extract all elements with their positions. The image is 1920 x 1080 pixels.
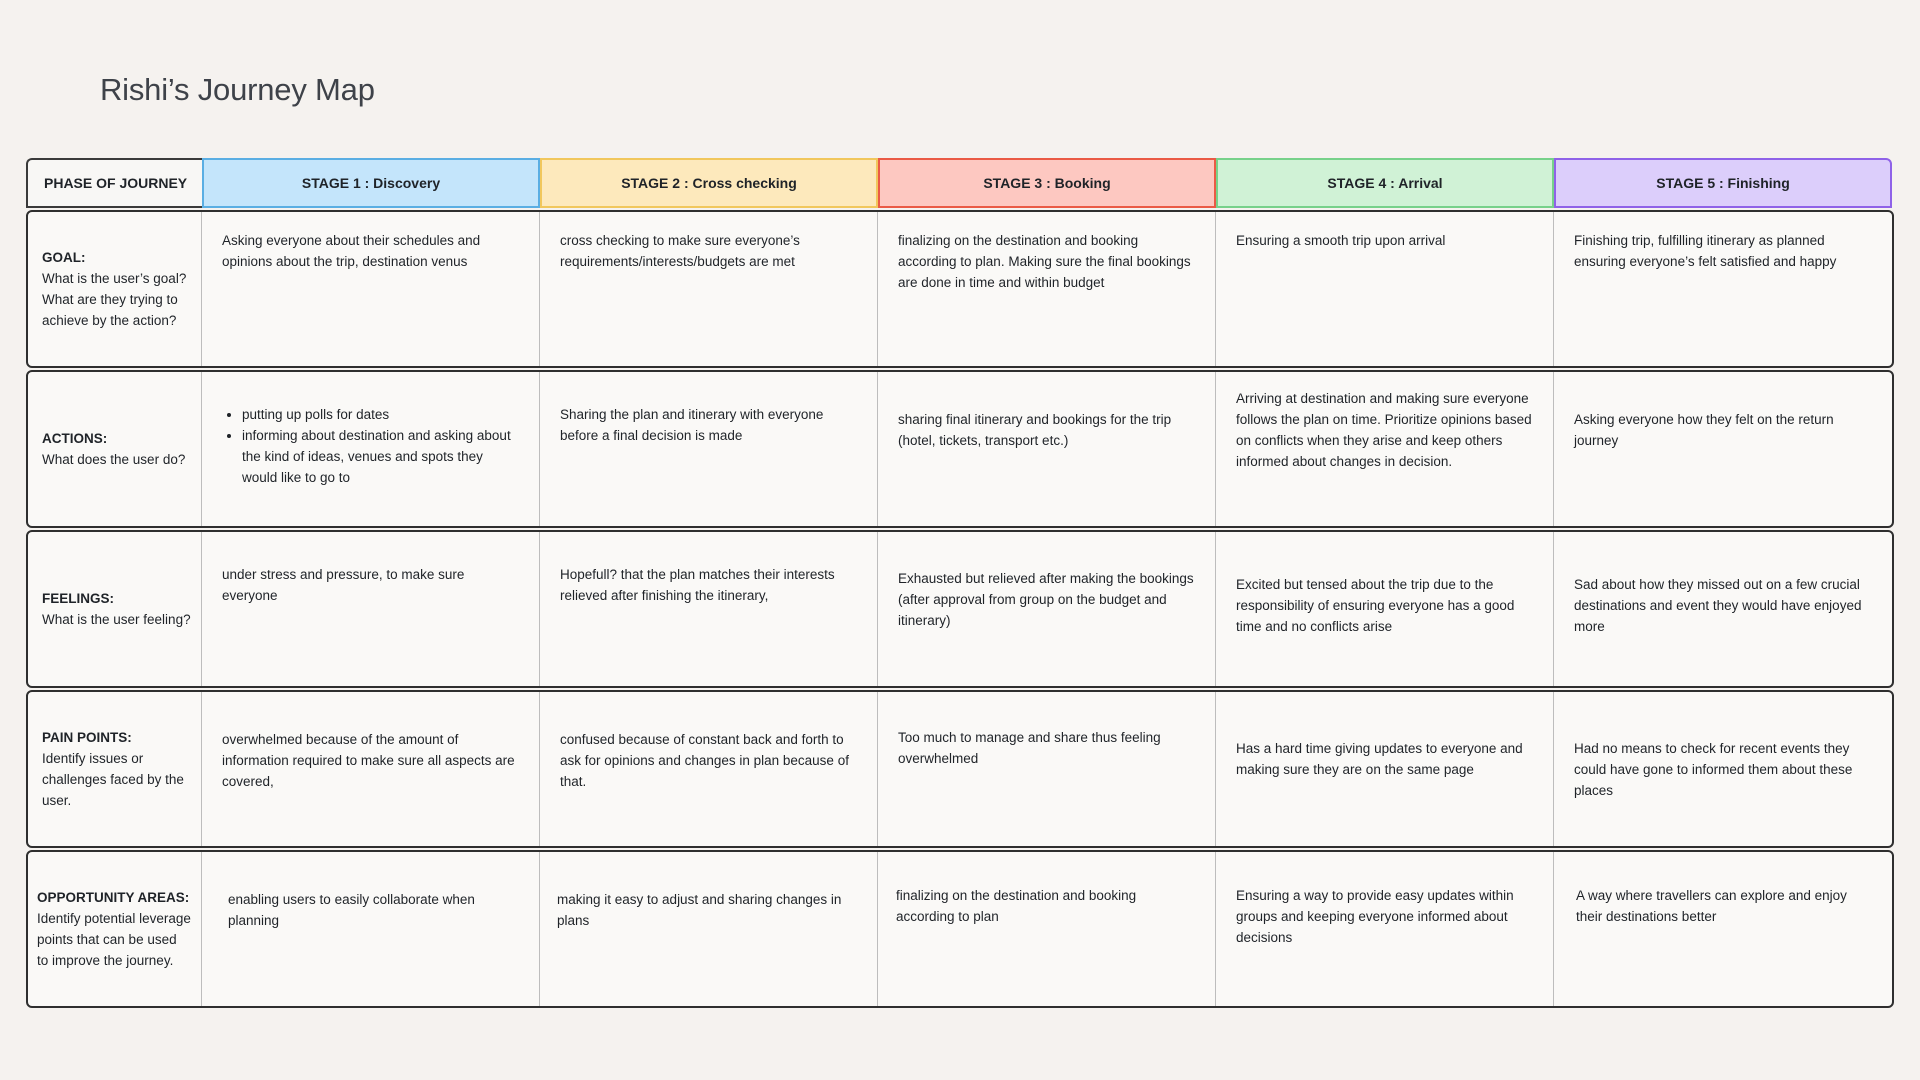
row-title: FEELINGS: (42, 591, 115, 606)
list-item: • putting up polls for dates (242, 404, 521, 425)
row-question: What does the user do? (42, 452, 186, 467)
goal-stage-4: Ensuring a smooth trip upon arrival (1216, 212, 1554, 366)
stage-3-header: STAGE 3 : Booking (878, 158, 1216, 208)
goal-row-label (28, 212, 202, 366)
phase-header: PHASE OF JOURNEY (26, 158, 202, 208)
feelings-stage-3: Exhausted but relieved after making the bookings (after approval from group on the budget and itinerary) (878, 532, 1216, 686)
feelings-stage-2: Hopefull? that the plan matches their interests relieved after finishing the itinerary, (540, 532, 878, 686)
stage-4-header: STAGE 4 : Arrival (1216, 158, 1554, 208)
pain-points-row-label (28, 692, 202, 846)
opportunity-areas-row-label (28, 852, 202, 1006)
actions-row (26, 370, 1894, 528)
opportunity-stage-3: finalizing on the destination and booking according to plan (878, 852, 1216, 1006)
pain-points-stage-5: Had no means to check for recent events they could have gone to informed them about these places (1574, 741, 1853, 798)
goal-stage-5: Finishing trip, fulfilling itinerary as planned ensuring everyone’s felt satisfied and happy (1574, 233, 1837, 269)
actions-stage-5: Asking everyone how they felt on the return journey (1574, 412, 1834, 448)
pain-points-stage-3: Too much to manage and share thus feeling overwhelmed (878, 692, 1216, 846)
feelings-stage-1: under stress and pressure, to make sure everyone (202, 532, 540, 686)
feelings-row (26, 530, 1894, 688)
pain-points-stage-2: confused because of constant back and forth to ask for opinions and changes in plan because of that. (540, 692, 878, 846)
goal-stage-1: Asking everyone about their schedules and opinions about the trip, destination venus (202, 212, 540, 366)
stage-1-header: STAGE 1 : Discovery (202, 158, 540, 208)
row-title: ACTIONS: (42, 431, 108, 446)
pain-points-stage-4: Has a hard time giving updates to everyone and making sure they are on the same page (1216, 692, 1554, 846)
feelings-row-label (28, 532, 202, 686)
row-question: Identify potential leverage points that can be used to improve the journey. (37, 911, 191, 968)
goal-stage-3: finalizing on the destination and booking according to plan. Making sure the final bookings are done in time and within budget (878, 212, 1216, 366)
actions-row-label (28, 372, 202, 526)
feelings-stage-5: Sad about how they missed out on a few crucial destinations and event they would have enjoyed more (1574, 577, 1862, 634)
row-title: GOAL: (42, 250, 86, 265)
actions-stage-3: sharing final itinerary and bookings for the trip (hotel, tickets, transport etc.) (878, 372, 1216, 526)
actions-stage-4: Arriving at destination and making sure everyone follows the plan on time. Prioritize opinions based on conflicts when they arise and keep others informed about changes in decision. (1216, 372, 1554, 526)
stage-2-header: STAGE 2 : Cross checking (540, 158, 878, 208)
header-row (26, 158, 1894, 208)
opportunity-stage-5: A way where travellers can explore and enjoy their destinations better (1576, 888, 1847, 924)
row-question: What is the user’s goal? What are they trying to achieve by the action? (42, 271, 187, 328)
pain-points-row (26, 690, 1894, 848)
goal-stage-2: cross checking to make sure everyone’s requirements/interests/budgets are met (540, 212, 878, 366)
row-question: What is the user feeling? (42, 612, 191, 627)
opportunity-stage-1: enabling users to easily collaborate when planning (202, 852, 540, 1006)
pain-points-stage-1: overwhelmed because of the amount of information required to make sure all aspects are covered, (202, 692, 540, 846)
opportunity-stage-4: Ensuring a way to provide easy updates within groups and keeping everyone informed about decisions (1216, 852, 1554, 1006)
row-question: Identify issues or challenges faced by the user. (42, 751, 184, 808)
page-title: Rishi’s Journey Map (100, 72, 375, 107)
row-title: PAIN POINTS: (42, 730, 132, 745)
journey-map-table (26, 158, 1894, 1008)
actions-stage-1 (202, 372, 540, 526)
opportunity-stage-2: making it easy to adjust and sharing changes in plans (540, 852, 878, 1006)
row-title: OPPORTUNITY AREAS: (37, 890, 190, 905)
actions-bullet-list (222, 404, 521, 488)
actions-stage-2: Sharing the plan and itinerary with everyone before a final decision is made (540, 372, 878, 526)
opportunity-areas-row (26, 850, 1894, 1008)
feelings-stage-4: Excited but tensed about the trip due to the responsibility of ensuring everyone has a good time and no conflicts arise (1216, 532, 1554, 686)
list-item: • informing about destination and asking about the kind of ideas, venues and spots they would like to go to (242, 425, 521, 488)
stage-5-header: STAGE 5 : Finishing (1554, 158, 1892, 208)
goal-row (26, 210, 1894, 368)
